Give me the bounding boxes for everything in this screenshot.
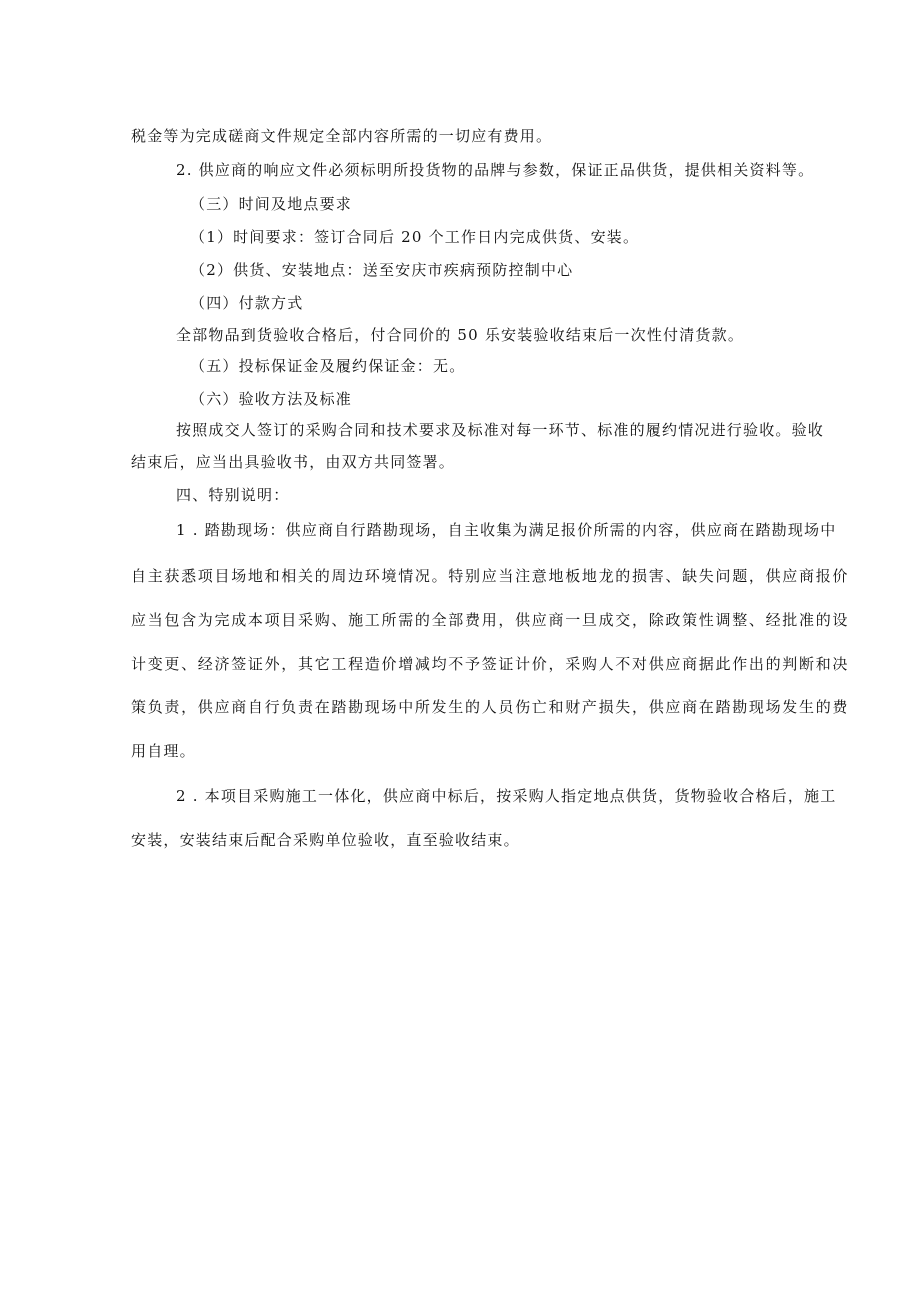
- paragraph-line: （2）供货、安装地点：送至安庆市疾病预防控制中心: [190, 261, 574, 279]
- paragraph-line: 计变更、经济签证外，其它工程造价增减均不予签证计价，采购人不对供应商据此作出的判断和决: [131, 655, 850, 673]
- paragraph-line: 全部物品到货验收合格后，付合同价的 50 乐安装验收结束后一次性付清货款。: [176, 326, 745, 344]
- paragraph-line: 2 . 本项目采购施工一体化，供应商中标后，按采购人指定地点供货，货物验收合格后，施工: [176, 787, 837, 805]
- paragraph-line: 1 . 踏勘现场：供应商自行踏勘现场，自主收集为满足报价所需的内容，供应商在踏勘现场中: [176, 521, 837, 539]
- paragraph-line: 安装，安装结束后配合采购单位验收，直至验收结束。: [131, 831, 520, 849]
- paragraph-line: 2. 供应商的响应文件必须标明所投货物的品牌与参数，保证正品供货，提供相关资料等。: [176, 161, 815, 179]
- section-heading: （六）验收方法及标准: [190, 390, 353, 408]
- paragraph-line: 应当包含为完成本项目采购、施工所需的全部费用，供应商一旦成交，除政策性调整、经批准的设: [131, 611, 850, 629]
- paragraph-line: 用自理。: [131, 742, 196, 760]
- paragraph-line: （1）时间要求：签订合同后 20 个工作日内完成供货、安装。: [190, 228, 640, 246]
- paragraph-line: 税金等为完成磋商文件规定全部内容所需的一切应有费用。: [131, 127, 553, 145]
- section-heading: 四、特别说明：: [176, 486, 290, 504]
- paragraph-line: 自主获悉项目场地和相关的周边环境情况。特别应当注意地板地龙的损害、缺失问题，供应商报价: [131, 567, 850, 585]
- section-heading: （五）投标保证金及履约保证金：无。: [190, 357, 466, 375]
- paragraph-line: 策负责，供应商自行负责在踏勘现场中所发生的人员伤亡和财产损失，供应商在踏勘现场发生的费: [131, 698, 850, 716]
- section-heading: （四）付款方式: [190, 294, 304, 312]
- section-heading: （三）时间及地点要求: [190, 195, 353, 213]
- paragraph-line: 结束后，应当出具验收书，由双方共同签署。: [131, 453, 456, 471]
- paragraph-line: 按照成交人签订的采购合同和技术要求及标准对每一环节、标准的履约情况进行验收。验收: [176, 421, 825, 439]
